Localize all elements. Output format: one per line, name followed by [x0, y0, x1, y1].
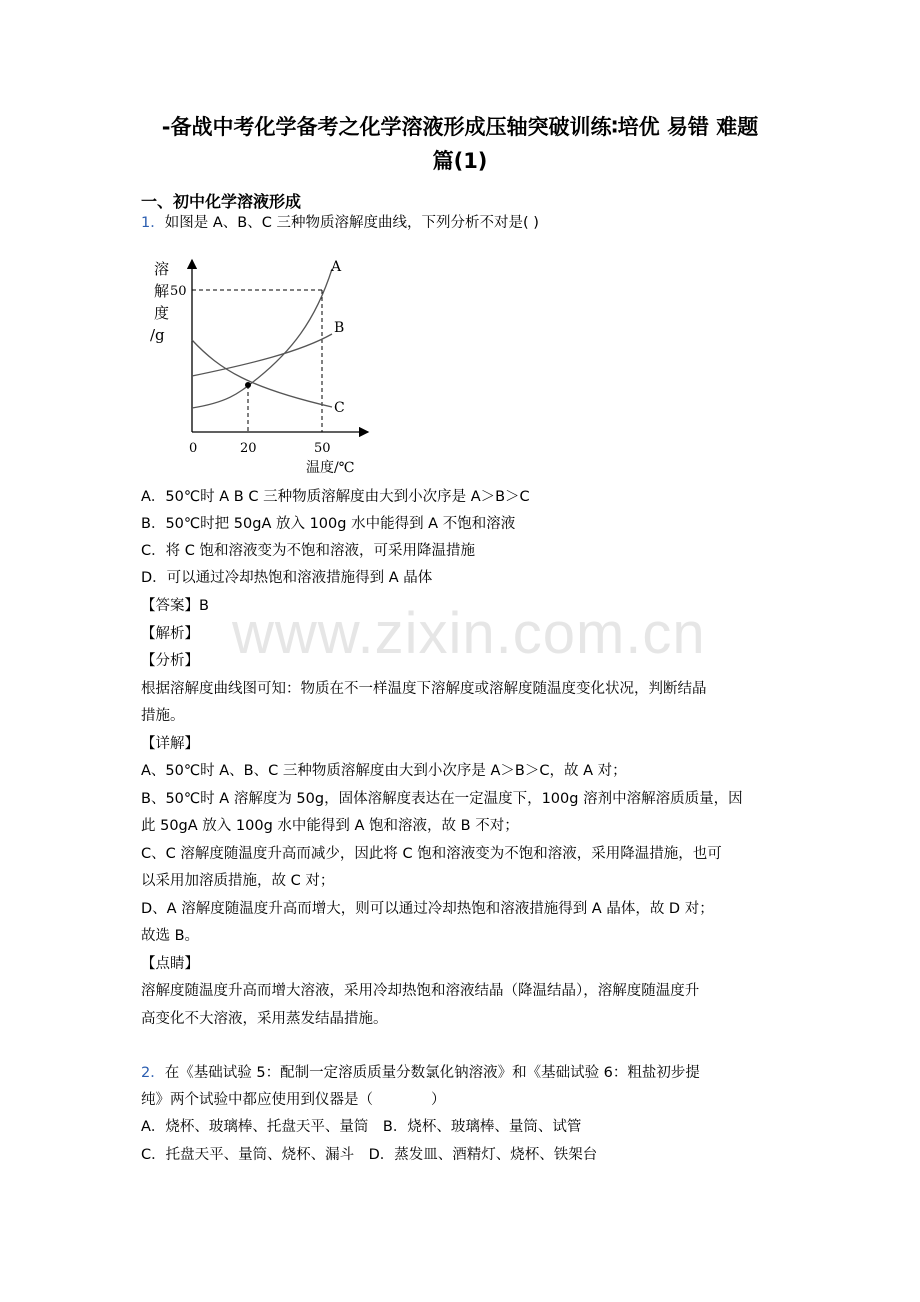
x-tick-0: 0 — [189, 441, 198, 456]
title-line-1: -备战中考化学备考之化学溶液形成压轴突破训练∶培优 易错 难题 — [161, 115, 759, 139]
question-number: 1． — [141, 215, 165, 231]
question-number: 2． — [141, 1065, 165, 1081]
xiangjie-heading: 【详解】 — [141, 736, 199, 752]
fenxi-heading: 【分析】 — [141, 653, 199, 669]
option-c: C．将 C 饱和溶液变为不饱和溶液，可采用降温措施 — [141, 543, 475, 559]
answer: 【答案】B — [141, 598, 209, 614]
question-text: 如图是 A、B、C 三种物质溶解度曲线，下列分析不对是( ) — [164, 215, 539, 231]
detail-line-1: A、50℃时 A、B、C 三种物质溶解度由大到小次序是 A＞B＞C，故 A 对； — [141, 763, 627, 779]
curve-label-b: B — [334, 320, 345, 336]
question-1-stem — [141, 213, 539, 233]
detail-line-3: 此 50gA 放入 100g 水中能得到 A 饱和溶液，故 B 不对； — [141, 818, 519, 834]
curve-b — [192, 334, 332, 376]
y-label-4: /g — [150, 326, 165, 344]
question-text: 在《基础试验 5：配制一定溶质质量分数氯化钠溶液》和《基础试验 6：粗盐初步提 — [164, 1065, 700, 1081]
dianjing-heading: 【点睛】 — [141, 956, 199, 972]
curve-label-c: C — [334, 400, 345, 416]
question-2-stem — [141, 1063, 700, 1083]
question-2-options-row-2: C．托盘天平、量筒、烧杯、漏斗 D．蒸发皿、酒精灯、烧杯、铁架台 — [141, 1147, 598, 1163]
tip-line-1: 溶解度随温度升高而增大溶液，采用冷却热饱和溶液结晶（降温结晶），溶解度随温度升 — [141, 983, 700, 999]
analysis-line-1: 根据溶解度曲线图可知：物质在不一样温度下溶解度或溶解度随温度变化状况，判断结晶 — [141, 681, 707, 697]
option-a: A．50℃时 A B C 三种物质溶解度由大到小次序是 A＞B＞C — [141, 489, 530, 505]
tip-line-2: 高变化不大溶液，采用蒸发结晶措施。 — [141, 1011, 388, 1027]
y-label-2: 解 — [154, 282, 170, 300]
y-label-1: 溶 — [154, 260, 170, 278]
y-tick-50: 50 — [170, 284, 187, 299]
question-2-options-row-1: A．烧杯、玻璃棒、托盘天平、量筒 B．烧杯、玻璃棒、量筒、试管 — [141, 1119, 582, 1135]
option-d: D．可以通过冷却热饱和溶液措施得到 A 晶体 — [141, 570, 433, 586]
detail-line-6: D、A 溶解度随温度升高而增大，则可以通过冷却热饱和溶液措施得到 A 晶体，故 D 对； — [141, 901, 714, 917]
watermark: www.zixin.com.cn — [232, 601, 706, 666]
title-line-2: 篇(1) — [432, 149, 488, 173]
intersection-point — [245, 382, 251, 388]
curve-label-a: A — [331, 259, 342, 275]
x-tick-20: 20 — [240, 441, 257, 456]
x-axis-label: 温度/℃ — [306, 460, 355, 476]
detail-line-7: 故选 B。 — [141, 928, 200, 944]
jiexi-heading: 【解析】 — [141, 626, 199, 642]
analysis-line-2: 措施。 — [141, 708, 185, 724]
question-2-stem-line-2: 纯》两个试验中都应使用到仪器是（ ） — [141, 1092, 446, 1108]
solubility-graph — [140, 252, 380, 478]
x-tick-50: 50 — [314, 441, 331, 456]
option-b: B．50℃时把 50gA 放入 100g 水中能得到 A 不饱和溶液 — [141, 516, 516, 532]
detail-line-5: 以采用加溶质措施，故 C 对； — [141, 873, 335, 889]
y-label-3: 度 — [154, 304, 170, 322]
page-title — [130, 110, 790, 178]
detail-line-2: B、50℃时 A 溶解度为 50g，固体溶解度表达在一定温度下，100g 溶剂中溶解溶质质量，因 — [141, 791, 743, 807]
curve-c — [192, 340, 332, 407]
section-heading: 一、初中化学溶液形成 — [141, 192, 302, 211]
detail-line-4: C、C 溶解度随温度升高而减少，因此将 C 饱和溶液变为不饱和溶液，采用降温措施，也可 — [141, 846, 722, 862]
